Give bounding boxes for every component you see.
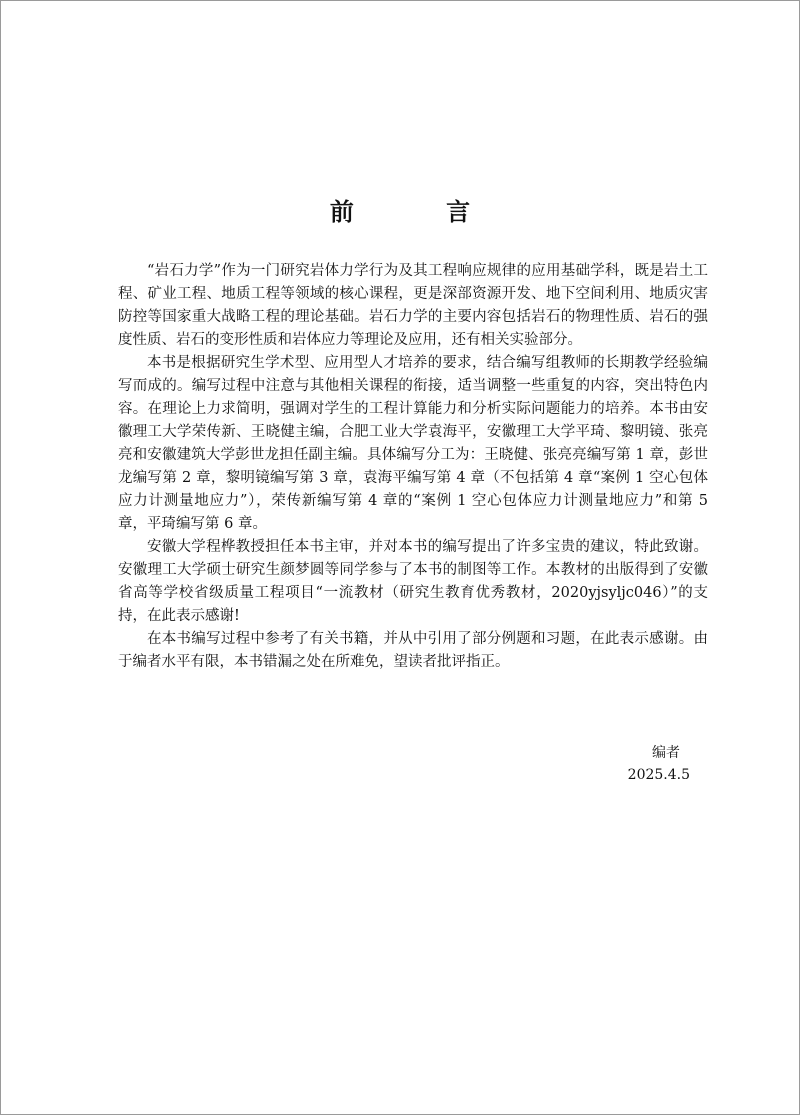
preface-body — [118, 260, 708, 674]
paragraph-closing: 在本书编写过程中参考了有关书籍，并从中引用了部分例题和习题，在此表示感谢。由于编者水平有限，本书错漏之处在所难免，望读者批评指正。 — [118, 631, 708, 670]
paragraph-acknowledgements: 安徽大学程桦教授担任本书主审，并对本书的编写提出了许多宝贵的建议，特此致谢。安徽理工大学硕士研究生颜梦圆等同学参与了本书的制图等工作。本教材的出版得到了安徽省高等学校省级质量工程项目“一流教材（研究生教育优秀教材，2020yjsyljc046）”的支持，在此表示感谢! — [118, 539, 708, 624]
signature-date: 2025.4.5 — [627, 767, 690, 783]
paragraph-intro: “岩石力学”作为一门研究岩体力学行为及其工程响应规律的应用基础学科，既是岩土工程、矿业工程、地质工程等领域的核心课程，更是深部资源开发、地下空间利用、地质灾害防控等国家重大战略工程的理论基础。岩石力学的主要内容包括岩石的物理性质、岩石的强度性质、岩石的变形性质和岩体应力等理论及应用，还有相关实验部分。 — [118, 263, 708, 348]
signature-block — [628, 742, 690, 786]
signature-author: 编者 — [652, 745, 680, 761]
paragraph-authorship: 本书是根据研究生学术型、应用型人才培养的要求，结合编写组教师的长期教学经验编写而成的。编写过程中注意与其他相关课程的衔接，适当调整一些重复的内容，突出特色内容。在理论上力求简明，强调对学生的工程计算能力和分析实际问题能力的培养。本书由安徽理工大学荣传新、王晓健主编，合肥工业大学袁海平，安徽理工大学平琦、黎明镜、张亮亮和安徽建筑大学彭世龙担任副主编。具体编写分工为：王晓健、张亮亮编写第 1 章，彭世龙编写第 2 章，黎明镜编写第 3 章，袁海平编写第 4 章（不包括第 4 章“案例 1 空心包体应力计测量地应力”），荣传新编写第 4 章的“案例 1 空心包体应力计测量地应力”和第 5 章，平琦编写第 6 章。 — [118, 355, 708, 532]
page-title: 前 言 — [329, 197, 513, 227]
